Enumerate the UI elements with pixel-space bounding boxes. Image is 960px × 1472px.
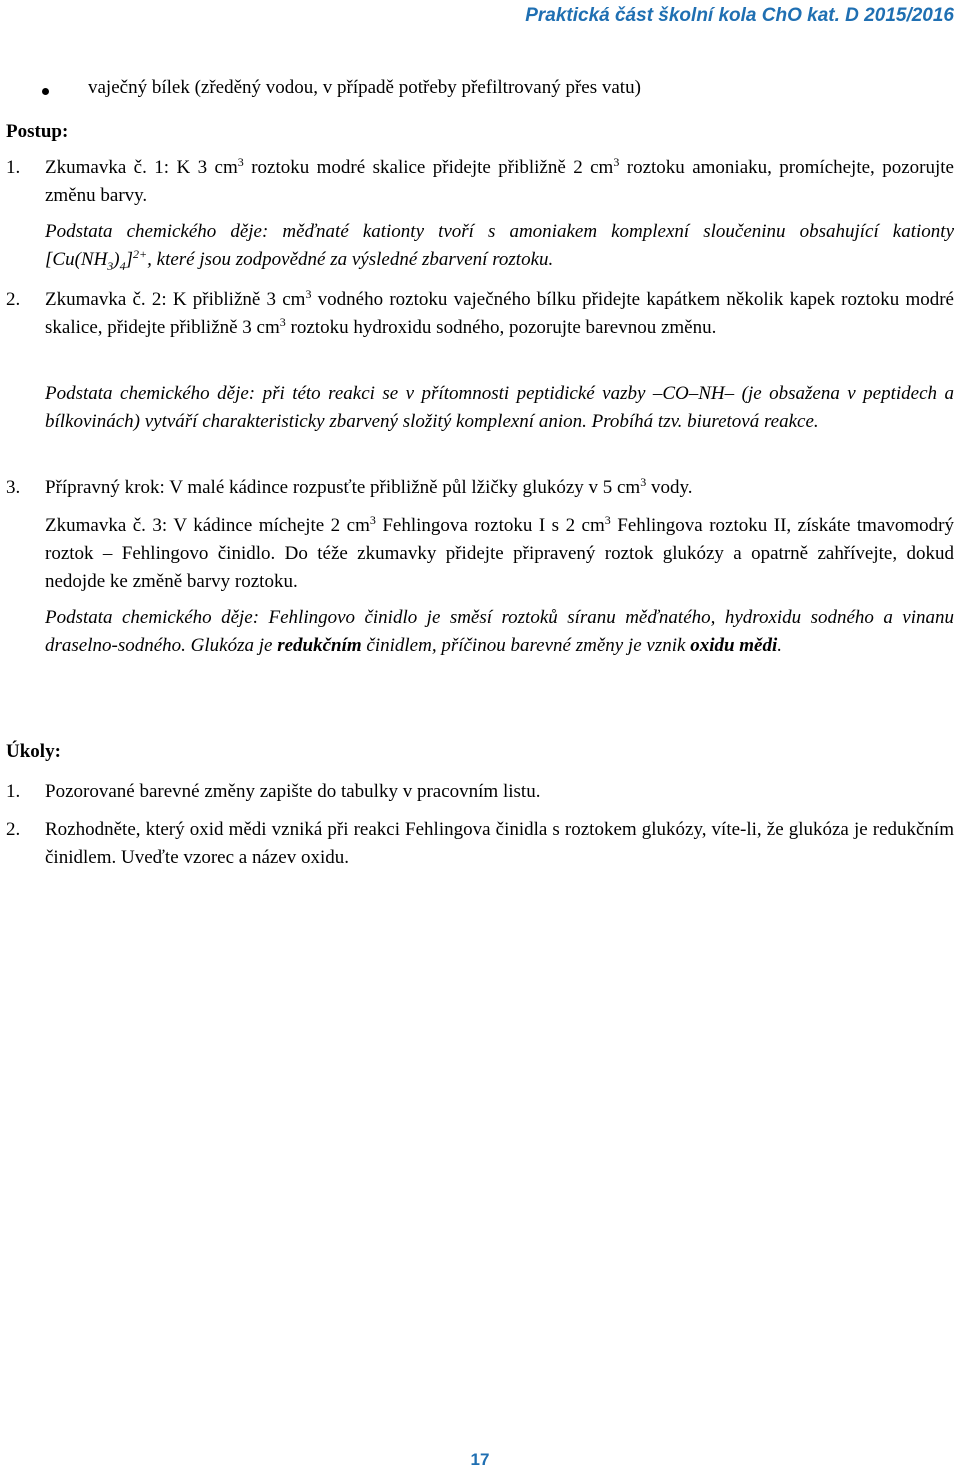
step2-note: Podstata chemického děje: při této reakci se v přítomnosti peptidické vazby –CO–NH– (je obsažena v peptidech a bílkovinách) vytváří charakteristicky zbarvený složitý komplexní anion. Probíhá tzv. biuretová reakce.	[45, 383, 954, 432]
step1-note: Podstata chemického děje: měďnaté kationty tvoří s amoniakem komplexní sloučeninu obsahující kationty $[Cu(NH_3)_4]^{2+}$, které jsou zodpovědné za výsledné zbarvení roztoku.	[45, 221, 954, 273]
step2-text: Zkumavka č. 2: K přibližně 3 $cm^3$ vodného roztoku vaječného bílku přidejte kapátkem několik kapek roztoku modré skalice, přidejte přibližně 3 $cm^3$ roztoku hydroxidu sodného, pozorujte barevnou změnu.	[45, 287, 954, 338]
task1-number: 1.	[6, 781, 21, 802]
task2-text: Rozhodněte, který oxid mědi vzniká při reakci Fehlingova činidla s roztokem glukózy, víte-li, že glukóza je redukčním činidlem. Uveďte vzorec a název oxidu.	[45, 819, 954, 868]
task2-number: 2.	[6, 819, 21, 840]
page-number: 17	[470, 1450, 490, 1469]
step1-text: Zkumavka č. 1: K 3 $cm^3$ roztoku modré skalice přidejte přibližně 2 $cm^3$ roztoku amoniaku, promíchejte, pozorujte změnu barvy.	[45, 155, 954, 206]
page-header-title: Praktická část školní kola ChO kat. D 2015/2016	[525, 5, 954, 26]
ukoly-heading: Úkoly:	[6, 741, 61, 762]
step3-note: Podstata chemického děje: Fehlingovo činidlo je směsí roztoků síranu měďnatého, hydroxidu sodného a vinanu draselno-sodného. Glukóza je redukčním činidlem, příčinou barevné změny je vznik oxidu mědi.	[45, 607, 954, 656]
step2-number: 2.	[6, 289, 21, 310]
task1-text: Pozorované barevné změny zapište do tabulky v pracovním listu.	[45, 781, 541, 802]
step3-number: 3.	[6, 477, 21, 498]
postup-heading: Postup:	[6, 121, 69, 142]
bullet-icon	[42, 88, 49, 95]
step1-number: 1.	[6, 157, 21, 178]
materials-bullet-text: vaječný bílek (zředěný vodou, v případě potřeby přefiltrovaný přes vatu)	[88, 77, 641, 98]
step3-tube-text: Zkumavka č. 3: V kádince míchejte 2 $cm^3$ Fehlingova roztoku I s 2 $cm^3$ Fehlingova roztoku II, získáte tmavomodrý roztok – Fehlingovo činidlo. Do téže zkumavky přidejte připravený roztok glukózy a opatrně zahřívejte, dokud nedojde ke změně barvy roztoku.	[45, 513, 954, 592]
step3-prep-text: Přípravný krok: V malé kádince rozpusťte přibližně půl lžičky glukózy v 5 $cm^3$ vody.	[45, 475, 693, 498]
